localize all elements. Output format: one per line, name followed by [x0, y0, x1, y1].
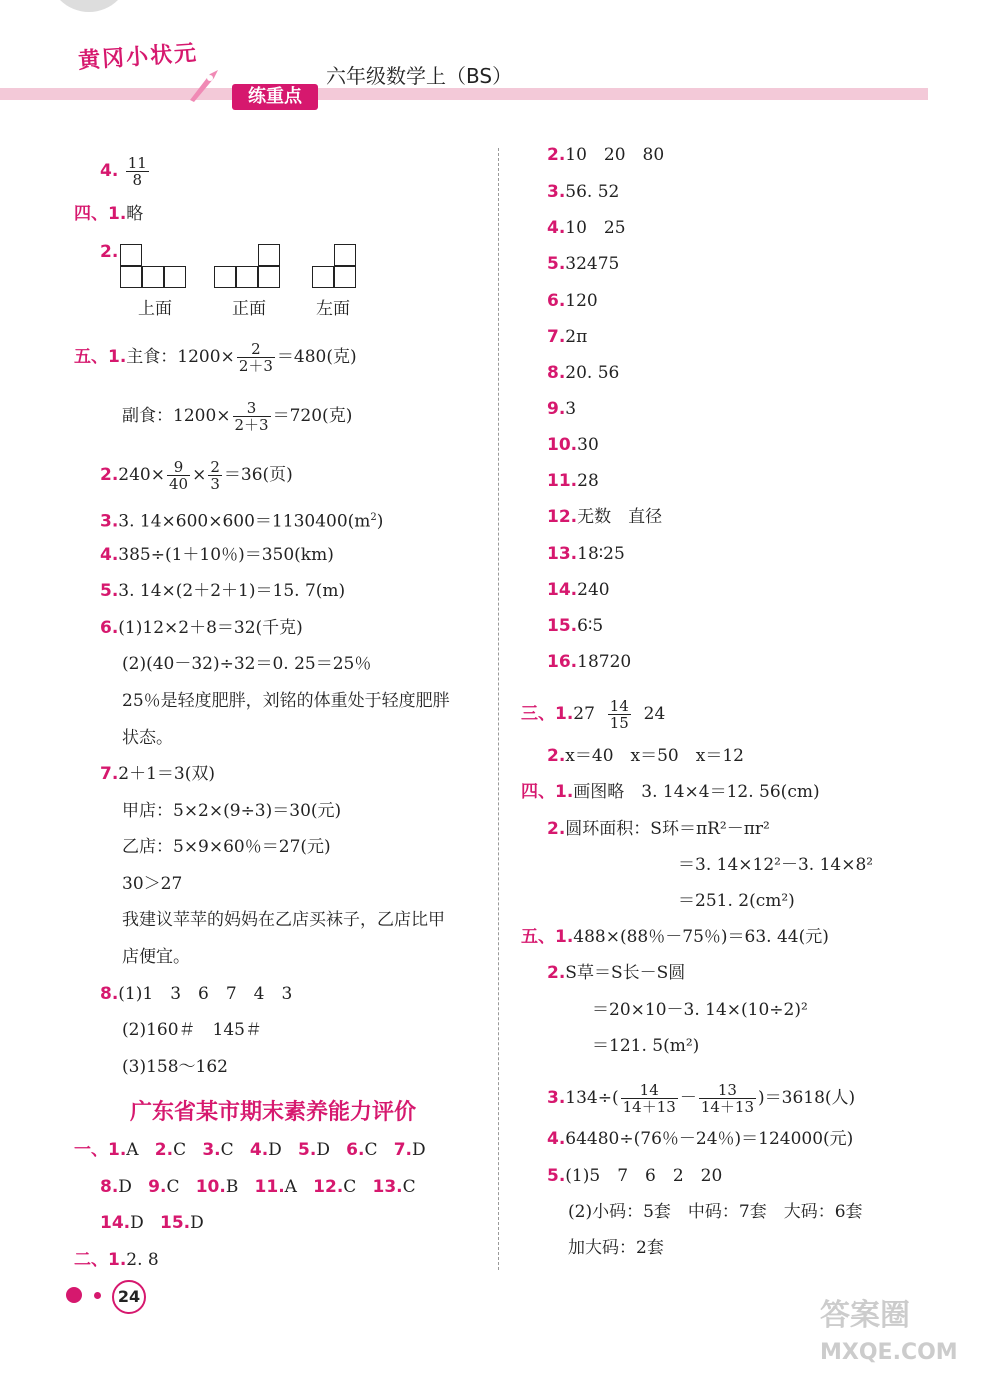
- question-number: 11.: [254, 1177, 285, 1197]
- answer-line: [547, 434, 599, 456]
- question-number: 2.: [547, 963, 566, 983]
- question-number: 3.: [202, 1140, 221, 1160]
- numerator: 2: [210, 458, 220, 476]
- question-number: 16.: [547, 652, 578, 672]
- question-number: 15.: [159, 1213, 191, 1233]
- question-number: 8.: [547, 363, 566, 383]
- question-number: 2.: [547, 746, 566, 766]
- answer-line: [547, 217, 626, 239]
- view-label: 左面: [316, 299, 350, 319]
- answer-line: 25％是轻度肥胖，刘铭的体重处于轻度肥胖: [122, 691, 450, 711]
- answer-text: C: [173, 1140, 187, 1160]
- answer-line: [100, 763, 215, 785]
- question-number: 5.: [298, 1140, 317, 1160]
- answer-text: S草＝S长－S圆: [565, 963, 686, 983]
- question-number: 五、1.: [521, 927, 574, 947]
- answer-line: [521, 926, 829, 948]
- answer-text: 3. 14×(2＋2＋1)＝15. 7(m): [118, 581, 346, 601]
- question-number: 二、1.: [74, 1250, 127, 1270]
- column-divider: [498, 148, 499, 1270]
- denominator: 15: [609, 714, 629, 732]
- answer-text: 3. 14×600×600＝1130400(m: [118, 511, 371, 532]
- answer-line: [547, 818, 770, 840]
- question-number: 6.: [547, 291, 566, 311]
- question-number: 7.: [547, 327, 566, 347]
- denominator: 14＋13: [700, 1098, 754, 1116]
- answer-text: 10 20 80: [565, 145, 665, 165]
- question-number: 三、1.: [521, 704, 574, 724]
- question-number: 5.: [100, 581, 119, 601]
- answer-text: C: [343, 1177, 357, 1197]
- watermark-url: MXQE.COM: [820, 1340, 958, 1365]
- answer-line: [547, 253, 619, 275]
- mc-row: [100, 1212, 204, 1234]
- logo-text: 黄冈小状元: [77, 40, 199, 75]
- answer-line: [547, 326, 587, 348]
- denominator: 2＋3: [238, 357, 273, 375]
- answer-line: 店便宜。: [122, 947, 190, 967]
- question-number: 13.: [547, 544, 578, 564]
- answer-line: [100, 544, 334, 566]
- answer-text: D: [118, 1177, 132, 1197]
- answer-line: [74, 1249, 159, 1271]
- answer-line: [521, 781, 820, 803]
- fraction: [608, 698, 631, 731]
- answer-text: D: [130, 1213, 144, 1233]
- answer-text: 画图略 3. 14×4＝12. 56(cm): [573, 782, 820, 802]
- answer-text: 134÷(: [565, 1088, 619, 1108]
- answer-line: ＝20×10－3. 14×(10÷2)²: [592, 1000, 808, 1020]
- answer-line: [547, 506, 662, 528]
- answer-line: [100, 459, 293, 492]
- question-number: 10.: [547, 435, 578, 455]
- answer-text: 无数 直径: [577, 507, 663, 527]
- question-number: 15.: [547, 616, 578, 636]
- answer-line: 3.3. $14\times 600\times 600=1130400(m^2)$: [100, 511, 384, 532]
- answer-line: 乙店：5×9×60％＝27(元): [122, 837, 331, 857]
- question-number: 四、1.: [521, 782, 574, 802]
- numerator: 14: [621, 1082, 678, 1099]
- question-number: 14.: [100, 1213, 131, 1233]
- answer-line: [547, 290, 598, 312]
- numerator: 13: [699, 1082, 756, 1099]
- answer-text: －: [679, 1088, 697, 1108]
- answer-text: 略: [126, 204, 144, 224]
- mc-row: [74, 1139, 426, 1161]
- question-number: 7.: [100, 764, 119, 784]
- question-number: 5.: [547, 254, 566, 274]
- answer-text: 120: [565, 291, 598, 311]
- question-number: 10.: [195, 1177, 226, 1197]
- answer-text: 488×(88％－75％)＝63. 44(元): [573, 927, 829, 947]
- question-number: 12.: [313, 1177, 344, 1197]
- question-number: 2.: [154, 1140, 174, 1160]
- footer-dot: [94, 1292, 101, 1299]
- answer-text: 圆环面积：S环＝πR²－πr²: [565, 819, 770, 839]
- answer-line: ＝121. 5(m²): [592, 1036, 700, 1056]
- question-number: 一、1.: [74, 1140, 127, 1160]
- question-number: 4.: [100, 545, 119, 565]
- fraction: [167, 459, 190, 492]
- answer-text: ＝720(克): [272, 406, 353, 426]
- answer-line: [547, 1082, 855, 1115]
- answer-text: (1)1 3 6 7 4 3: [118, 984, 293, 1004]
- answer-text: 18∶25: [577, 544, 625, 564]
- answer-text: 2＋1＝3(双): [118, 764, 216, 784]
- answer-text: D: [412, 1140, 426, 1160]
- answer-line: [547, 543, 625, 565]
- question-number: 6.: [100, 618, 119, 638]
- answer-text: (1)5 7 6 2 20: [565, 1166, 723, 1186]
- answer-line: [100, 617, 303, 639]
- question-number: 12.: [547, 507, 578, 527]
- answer-text: A: [126, 1140, 139, 1160]
- numerator: 3: [233, 400, 271, 417]
- question-number: 2.: [547, 819, 566, 839]
- answer-line: [547, 745, 744, 767]
- question-number: 4.: [100, 161, 119, 181]
- answer-text: (1)12×2＋8＝32(千克): [118, 618, 303, 638]
- question-number: 4.: [249, 1140, 269, 1160]
- answer-text: 28: [577, 471, 599, 491]
- denominator: 40: [169, 475, 189, 493]
- numerator: 14: [609, 697, 629, 715]
- answer-text: C: [166, 1177, 180, 1197]
- answer-text: C: [402, 1177, 416, 1197]
- answer-line: [100, 580, 345, 602]
- question-number: 五、1.: [74, 347, 127, 367]
- answer-text: C: [220, 1140, 234, 1160]
- answer-text: 副食：1200×: [122, 406, 231, 426]
- fraction: [208, 459, 222, 492]
- answer-line: 30＞27: [122, 874, 183, 894]
- answer-line: [100, 155, 151, 188]
- answer-line: [547, 579, 610, 601]
- question-number: 2.: [100, 242, 119, 262]
- section-title: 广东省某市期末素养能力评价: [130, 1100, 417, 1125]
- answer-text: 56. 52: [565, 182, 620, 202]
- answer-text: 240: [577, 580, 610, 600]
- question-number: 11.: [547, 471, 578, 491]
- answer-text: 10 25: [565, 218, 626, 238]
- answer-text: D: [190, 1213, 204, 1233]
- fraction: [126, 155, 149, 188]
- answer-text: D: [316, 1140, 330, 1160]
- question-number: 8.: [100, 984, 119, 1004]
- question-number: 3.: [547, 182, 566, 202]
- view-label: 上面: [138, 299, 172, 319]
- answer-line: (2)小码：5套 中码：7套 大码：6套: [568, 1202, 863, 1222]
- answer-text: 主食：1200×: [126, 347, 235, 367]
- answer-line: [547, 962, 685, 984]
- book-title: 六年级数学上（BS）: [326, 64, 513, 88]
- answer-line: [547, 470, 599, 492]
- numerator: 11: [127, 154, 147, 172]
- question-number: 9.: [547, 399, 566, 419]
- answer-text: 20. 56: [565, 363, 620, 383]
- numerator: 9: [167, 459, 190, 476]
- watermark: 答案圈: [820, 1298, 910, 1333]
- answer-text: ×: [192, 465, 207, 485]
- answer-text: 2. 8: [126, 1250, 159, 1270]
- numerator: 2: [237, 341, 275, 358]
- answer-text: D: [268, 1140, 282, 1160]
- answer-line: [547, 651, 631, 673]
- denominator: 3: [210, 475, 220, 493]
- question-number: 4.: [547, 218, 566, 238]
- footer-dot: [66, 1287, 82, 1303]
- answer-line: [547, 362, 619, 384]
- answer-text: A: [284, 1177, 297, 1197]
- answer-text: ＝480(克): [276, 347, 357, 367]
- rocket-icon: [180, 60, 228, 108]
- question-number: 2.: [547, 145, 566, 165]
- answer-line: 甲店：5×2×(9÷3)＝30(元): [122, 801, 342, 821]
- fraction: [237, 341, 275, 374]
- denominator: 8: [132, 171, 143, 189]
- answer-text: 3: [565, 399, 577, 419]
- logo-subtitle: 练重点: [232, 84, 318, 110]
- answer-line: [547, 1128, 853, 1150]
- answer-text: )＝3618(人): [758, 1088, 856, 1108]
- answer-line: [122, 400, 352, 433]
- answer-text: 18720: [577, 652, 632, 672]
- answer-line: [547, 615, 603, 637]
- fraction: [621, 1082, 678, 1115]
- denominator: 14＋13: [622, 1098, 676, 1116]
- answer-text: B: [225, 1177, 239, 1197]
- question-number: 5.: [547, 1166, 566, 1186]
- fraction: [699, 1082, 756, 1115]
- answer-line: ＝3. 14×12²－3. 14×8²: [678, 855, 874, 875]
- answer-line: (3)158～162: [122, 1057, 228, 1077]
- question-number: 四、1.: [74, 204, 127, 224]
- answer-text: 2π: [565, 327, 588, 347]
- denominator: 2＋3: [234, 416, 269, 434]
- answer-line: (2)(40－32)÷32＝0. 25＝25％: [122, 654, 372, 674]
- answer-line: [521, 698, 665, 731]
- question-number: 8.: [100, 1177, 119, 1197]
- question-number: 13.: [372, 1177, 403, 1197]
- answer-text: 64480÷(76％－24％)＝124000(元): [565, 1129, 854, 1149]
- question-number: 3.: [547, 1088, 566, 1108]
- mc-row: [100, 1176, 416, 1198]
- answer-line: [547, 181, 619, 203]
- answer-line: 我建议苹苹的妈妈在乙店买袜子，乙店比甲: [122, 910, 445, 930]
- answer-text: C: [364, 1140, 378, 1160]
- page-number: 24: [112, 1280, 146, 1314]
- answer-line: [74, 341, 357, 374]
- question-number: 7.: [393, 1140, 412, 1160]
- question-number: 14.: [547, 580, 578, 600]
- answer-text: x＝40 x＝50 x＝12: [565, 746, 744, 766]
- header-band: [0, 88, 928, 100]
- answer-line: [74, 203, 143, 225]
- question-number: 6.: [346, 1140, 365, 1160]
- answer-text: 240×: [118, 465, 165, 485]
- answer-text: 30: [577, 435, 599, 455]
- question-number: 9.: [148, 1177, 167, 1197]
- question-number: 4.: [547, 1129, 566, 1149]
- answer-line: [547, 144, 664, 166]
- decor-circle: [48, 0, 130, 12]
- answer-line: (2)160＃ 145＃: [122, 1020, 262, 1040]
- answer-text: 385÷(1＋10％)＝350(km): [118, 545, 334, 565]
- answer-text: ＝36(页): [223, 465, 293, 485]
- answer-line: 加大码：2套: [568, 1238, 664, 1258]
- question-number: 2.: [100, 465, 119, 485]
- answer-line: [100, 241, 118, 263]
- question-number: 3.: [100, 511, 119, 532]
- answer-text: 27: [573, 704, 595, 724]
- fraction: [233, 400, 271, 433]
- answer-line: [547, 1165, 722, 1187]
- answer-line: [547, 398, 576, 420]
- answer-text: 6∶5: [577, 616, 604, 636]
- answer-line: [100, 983, 292, 1005]
- answer-line: ＝251. 2(cm²): [678, 891, 795, 911]
- view-label: 正面: [232, 299, 266, 319]
- answer-line: 状态。: [122, 728, 173, 748]
- answer-text: 32475: [565, 254, 620, 274]
- answer-text: 24: [643, 704, 666, 724]
